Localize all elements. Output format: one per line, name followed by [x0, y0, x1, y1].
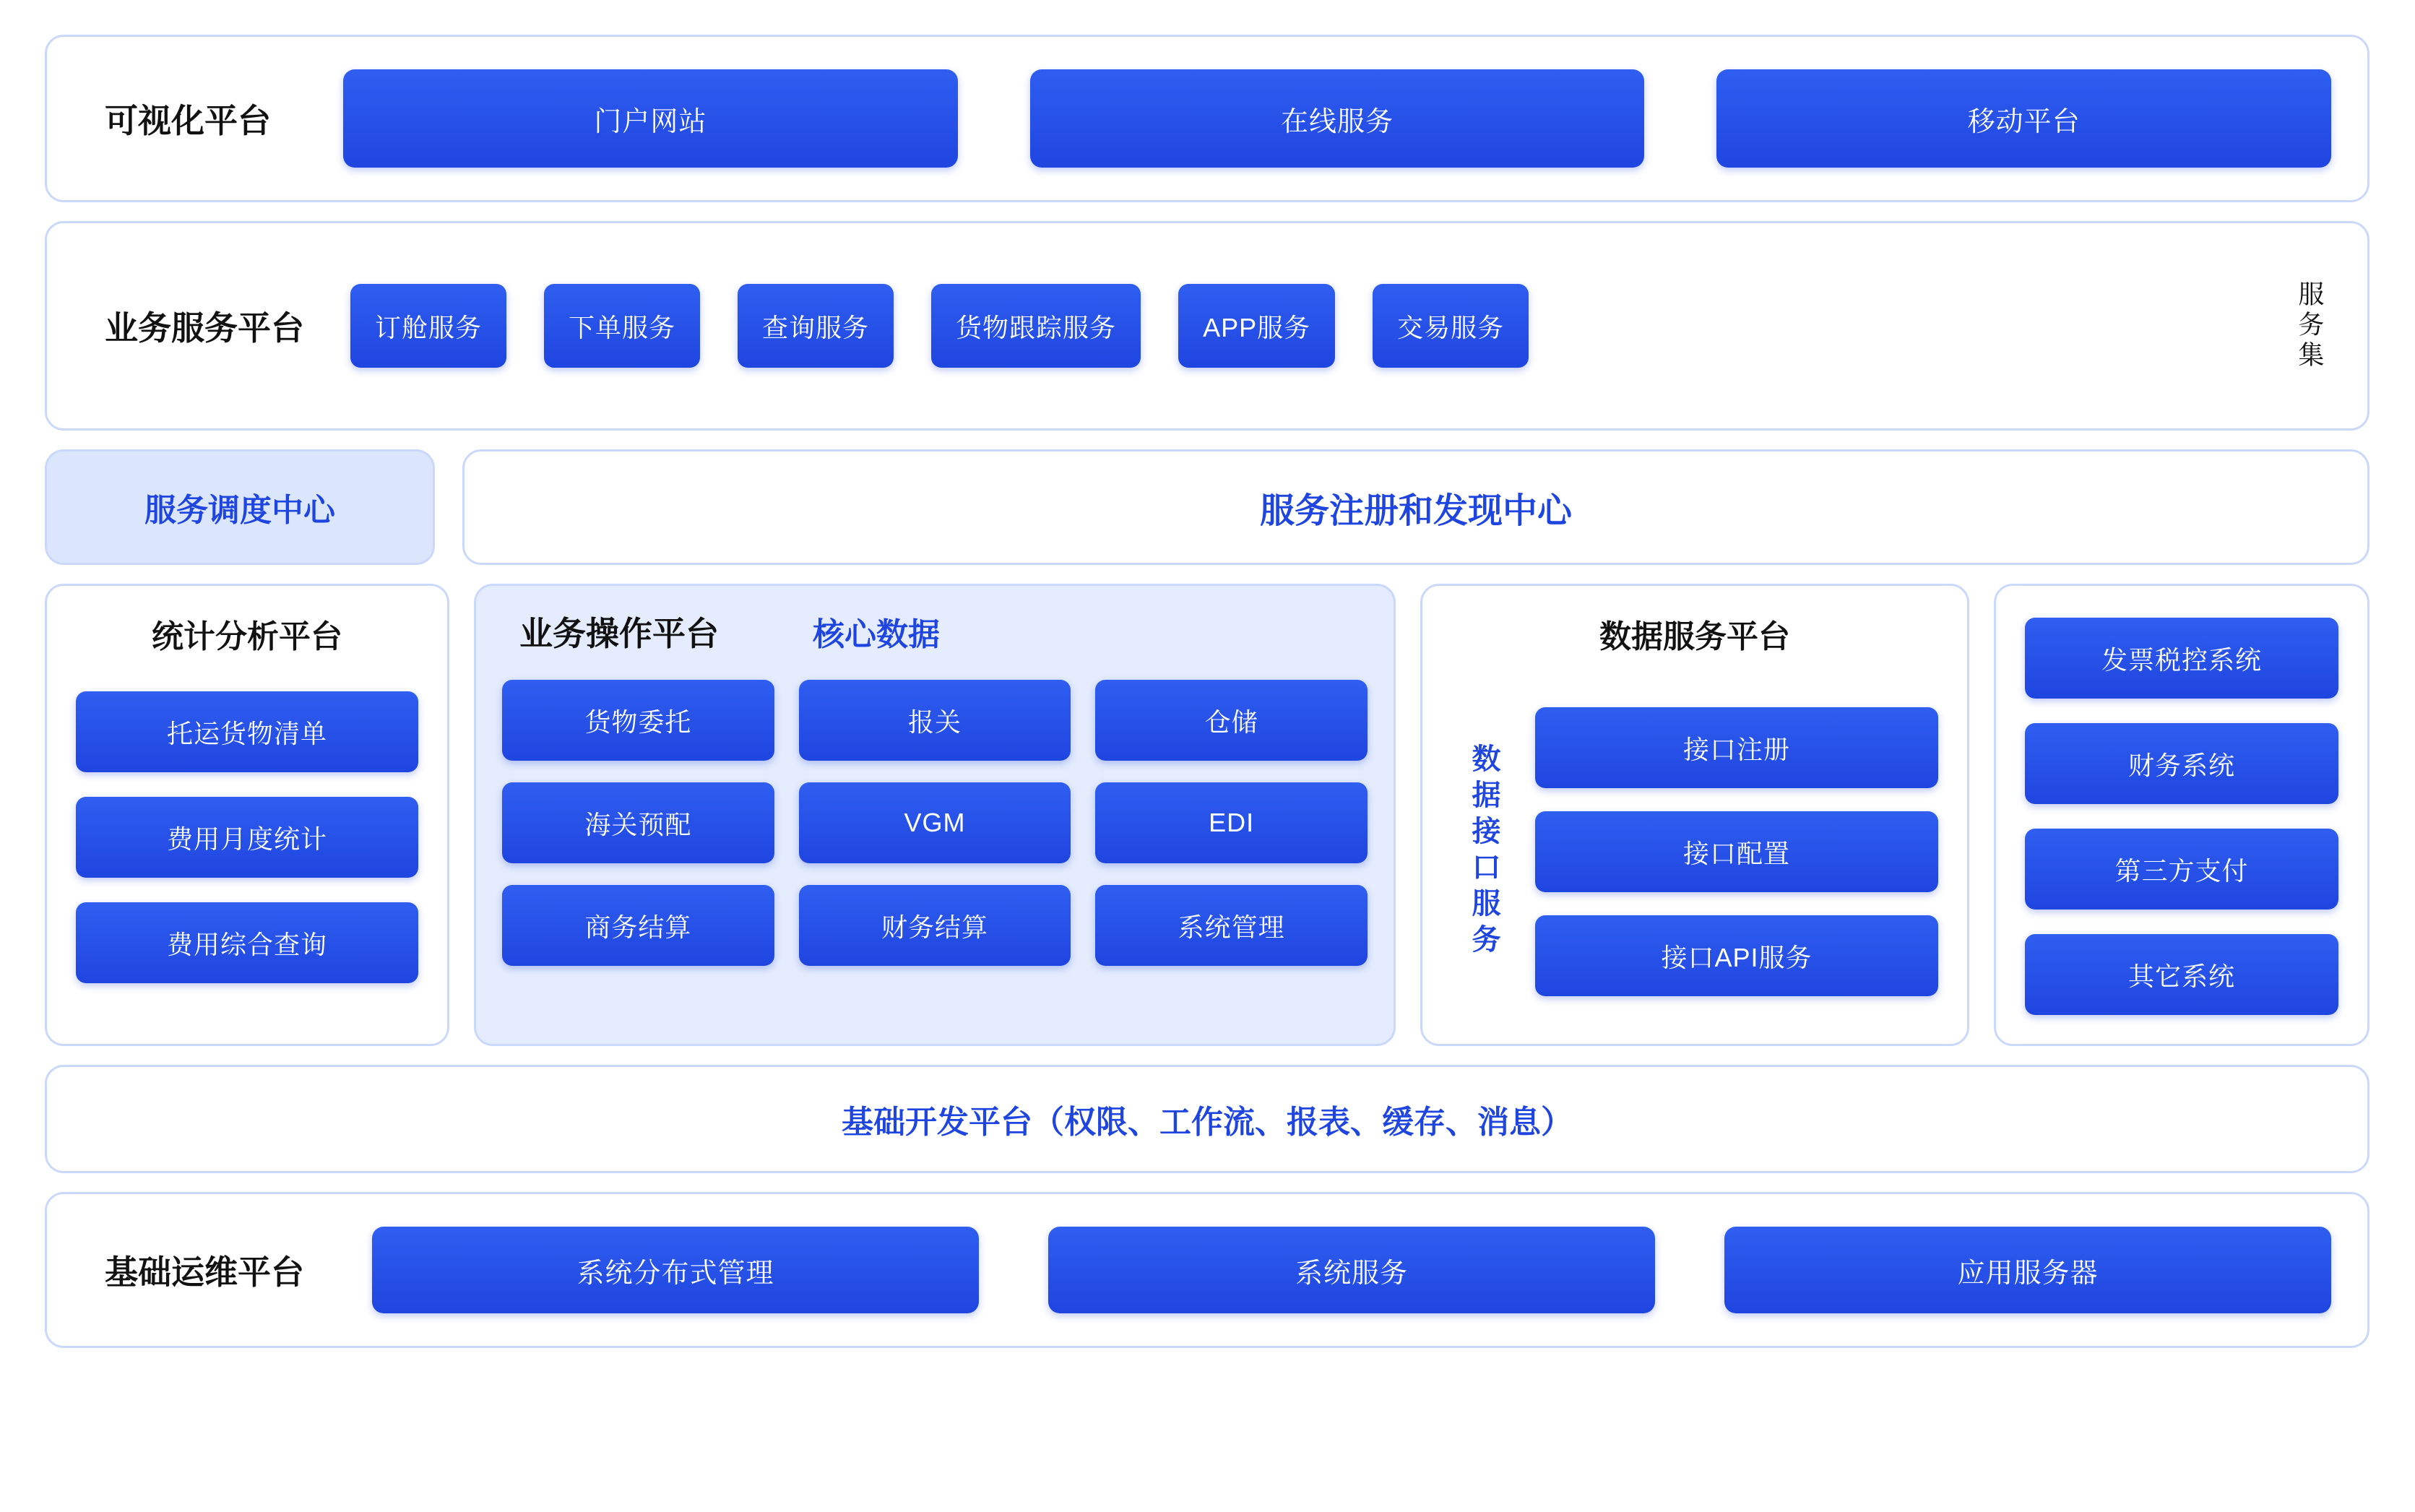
layer-business-service-items	[350, 284, 2266, 368]
node-service-registry-center[interactable]: 服务注册和发现中心	[462, 449, 2369, 565]
layer-base-development-label: 基础开发平台（权限、工作流、报表、缓存、消息）	[842, 1105, 1573, 1140]
panel-business-operation-subtitle: 核心数据	[813, 617, 940, 652]
layer-visualization-items	[321, 69, 2331, 168]
node-online-service[interactable]: 在线服务	[1030, 69, 1645, 168]
panel-data-service-title: 数据服务平台	[1599, 619, 1790, 655]
node-third-party-payment[interactable]: 第三方支付	[2025, 829, 2338, 910]
panel-statistics-platform	[45, 584, 449, 1046]
layer-service-governance	[45, 449, 2369, 565]
node-vgm[interactable]: VGM	[799, 782, 1071, 863]
layer-business-service-label: 业务服务平台	[105, 309, 304, 347]
panel-data-service-items	[1535, 688, 1938, 1015]
node-other-systems[interactable]: 其它系统	[2025, 934, 2338, 1015]
panel-external-systems	[1994, 584, 2369, 1046]
layer-platforms	[45, 584, 2369, 1046]
data-interface-service-side-label: 数据接口服务	[1468, 743, 1500, 960]
node-query-service[interactable]: 查询服务	[738, 284, 894, 368]
panel-statistics-items	[76, 691, 418, 983]
node-order-service[interactable]: 下单服务	[544, 284, 700, 368]
node-system-distributed-management[interactable]: 系统分布式管理	[372, 1227, 979, 1313]
node-warehousing[interactable]: 仓储	[1095, 680, 1368, 761]
layer-visualization-label: 可视化平台	[105, 102, 271, 139]
node-customs-declaration[interactable]: 报关	[799, 680, 1071, 761]
node-app-service[interactable]: APP服务	[1178, 284, 1335, 368]
node-cargo-entrustment[interactable]: 货物委托	[502, 680, 774, 761]
node-interface-api-service[interactable]: 接口API服务	[1535, 915, 1938, 996]
node-financial-settlement[interactable]: 财务结算	[799, 885, 1071, 966]
node-portal-website[interactable]: 门户网站	[343, 69, 958, 168]
service-set-side-label: 服务集	[2294, 280, 2325, 371]
layer-base-operations-label: 基础运维平台	[105, 1253, 304, 1291]
node-invoice-tax-system[interactable]: 发票税控系统	[2025, 618, 2338, 699]
node-consigned-cargo-list[interactable]: 托运货物清单	[76, 691, 418, 772]
node-commercial-settlement[interactable]: 商务结算	[502, 885, 774, 966]
layer-business-service	[45, 221, 2369, 431]
panel-business-operation-header	[502, 608, 1368, 661]
node-transaction-service[interactable]: 交易服务	[1373, 284, 1529, 368]
node-finance-system[interactable]: 财务系统	[2025, 723, 2338, 804]
node-system-management[interactable]: 系统管理	[1095, 885, 1368, 966]
panel-data-service-platform	[1420, 584, 1969, 1046]
node-monthly-fee-statistics[interactable]: 费用月度统计	[76, 797, 418, 878]
panel-business-operation-items	[502, 680, 1368, 966]
node-interface-configuration[interactable]: 接口配置	[1535, 811, 1938, 892]
node-application-server[interactable]: 应用服务器	[1724, 1227, 2331, 1313]
layer-base-operations	[45, 1192, 2369, 1348]
node-booking-service[interactable]: 订舱服务	[350, 284, 506, 368]
node-mobile-platform[interactable]: 移动平台	[1716, 69, 2331, 168]
panel-business-operation-platform	[474, 584, 1396, 1046]
node-system-service[interactable]: 系统服务	[1048, 1227, 1655, 1313]
layer-base-development	[45, 1065, 2369, 1173]
layer-base-operations-items	[343, 1227, 2331, 1313]
node-edi[interactable]: EDI	[1095, 782, 1368, 863]
panel-statistics-title: 统计分析平台	[152, 619, 342, 655]
panel-business-operation-title: 业务操作平台	[519, 615, 719, 652]
layer-stack	[45, 35, 2369, 1348]
node-interface-registration[interactable]: 接口注册	[1535, 707, 1938, 788]
node-service-dispatch-center[interactable]: 服务调度中心	[45, 449, 435, 565]
node-fee-comprehensive-query[interactable]: 费用综合查询	[76, 902, 418, 983]
node-customs-pre-allocation[interactable]: 海关预配	[502, 782, 774, 863]
node-cargo-tracking-service[interactable]: 货物跟踪服务	[931, 284, 1141, 368]
layer-visualization	[45, 35, 2369, 202]
panel-data-service-body	[1451, 688, 1938, 1015]
